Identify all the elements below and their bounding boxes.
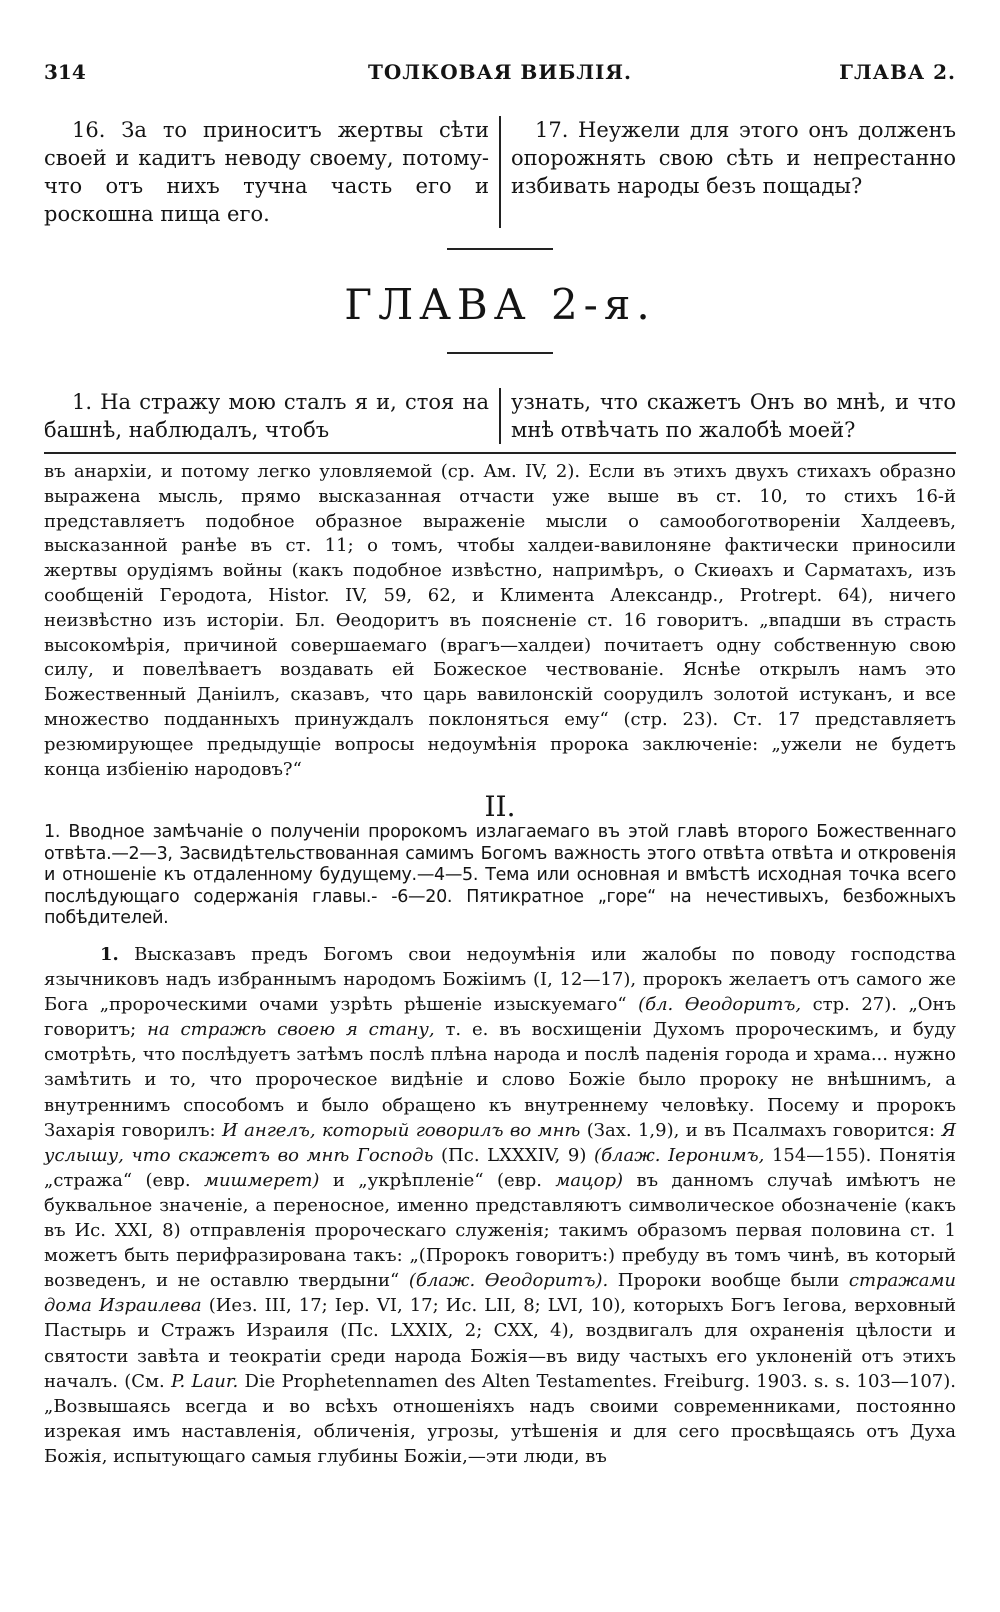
verse-17: 17. Неужели для этого онъ долженъ опорожнять свою сѣть и непрестанно избивать народы безъ пощады? <box>499 116 956 228</box>
chapter-title: ГЛАВА 2-я. <box>344 280 656 329</box>
paragraph-number: 1. <box>100 944 119 965</box>
main-commentary: 1. Высказавъ предъ Богомъ свои недоумѣнія или жалобы по поводу господства язычниковъ надъ избраннымъ народомъ Божіимъ (I, 12—17), пророкъ желаетъ отъ самого же Бога „пророческими очами узрѣть рѣшеніе изыскуемаго“ (бл. Ѳеодоритъ, стр. 27). „Онъ говоритъ; на стражѣ своею я стану, т. е. въ восхищеніи Духомъ пророческимъ, и буду смотрѣть, что послѣдуетъ затѣмъ послѣ плѣна народа и послѣ паденія города и храма... нужно замѣтить и то, что пророческое видѣніе и слово Божіе было пророку не внѣшнимъ, а внутреннимъ способомъ и было обращено къ внутреннему человѣку. Посему и пророкъ Захарія говорилъ: И ангелъ, который говорилъ во мнѣ (Зах. 1,9), и въ Псалмахъ говорится: Я услышу, что скажетъ во мнѣ Господь (Пс. LXXXIV, 9) (блаж. Іеронимъ, 154—155). Понятія „стража“ (евр. мишмерет) и „укрѣпленіе“ (евр. мацор) въ данномъ случаѣ имѣютъ не буквальное значеніе, а переносное, именно представляютъ символическое обозначеніе (какъ въ Ис. XXI, 8) отправленія пророческаго служенія; такимъ образомъ первая половина ст. 1 можетъ быть перифразирована такъ: „(Пророкъ говоритъ:) пребуду въ томъ чинѣ, въ который возведенъ, и не оставлю твердыни“ (блаж. Ѳеодоритъ). Пророки вообще были стражами дома Израилева (Иез. III, 17; Іер. VI, 17; Ис. LII, 8; LVI, 10), которыхъ Богъ Іегова, верховный Пастырь и Стражъ Израиля (Пс. LXXIX, 2; CXX, 4), воздвигалъ для охраненія цѣлости и святости завѣта и теократіи среди народа Божія—въ виду частыхъ его уклоненій отъ этихъ началъ. (См. P. Laur. Die Prophetennamen des Alten Testamentes. Freiburg. 1903. s. s. 103—107). „Возвышаясь всегда и во всѣхъ отношеніяхъ надъ своими современниками, постоянно изрекая имъ наставленія, обличенія, угрозы, утѣшенія и для сего просвѣщаясь отъ Духа Божія, испытующаго самыя глубины Божіи,—эти люди, въ <box>44 944 957 1467</box>
citation: (блаж. Ѳеодоритъ). <box>408 1270 609 1292</box>
quote: на стражѣ своею я стану, <box>147 1019 435 1041</box>
section-summary: 1. Вводное замѣчаніе о полученіи пророкомъ излагаемаго въ этой главѣ второго Божественнаго отвѣта.—2—3, Засвидѣтельствованная самимъ Богомъ важность этого отвѣта отвѣта и откровенія и отношеніе къ отдаленному будущему.—4—5. Тема или основная и вмѣстѣ исходная точка всего послѣдующаго содержанія главы.- -6—20. Пятикратное „горе“ на нечестивыхъ, безбожныхъ побѣдителей. <box>44 822 956 928</box>
citation: (бл. Ѳеодоритъ, <box>638 994 802 1016</box>
verse-16: 16. За то приноситъ жертвы сѣти своей и кадитъ неводу своему, потому-что отъ нихъ тучна часть его и роскошна пища его. <box>44 118 489 226</box>
quote: Я услышу, что скажетъ во мнѣ Господь <box>44 1119 957 1166</box>
hebrew-term: мацор) <box>555 1169 624 1191</box>
verses-block-top <box>44 116 956 228</box>
author-name: P. Laur. <box>171 1370 239 1392</box>
section-numeral: II. <box>484 790 516 823</box>
page-number: 314 <box>44 60 86 84</box>
citation: (блаж. Іеронимъ, <box>594 1144 765 1166</box>
book-title: ТОЛКОВАЯ ВИБЛІЯ. <box>368 60 632 84</box>
commentary-text: въ анархіи, и потому легко уловляемой (ср. Ам. IV, 2). Если въ этихъ двухъ стихахъ образно выражена мысль, прямо высказанная отчасти уже выше въ ст. 10, то стихъ 16-й представляетъ подобное образное выраженіе мысли о самообоготвореніи Халдеевъ, высказанной ранѣе въ ст. 11; о томъ, чтобы халдеи-вавилоняне фактически приносили жертвы орудіямъ войны (какъ подобное извѣстно, напримѣръ, о Скиѳахъ и Сарматахъ, изъ сообщеній Геродота, Histor. IV, 59, 62, и Климента Александр., Protrept. 64), ничего неизвѣстно изъ исторіи. Бл. Ѳеодоритъ въ поясненіе ст. 16 говоритъ. „впадши въ страсть высокомѣрія, причиной совершаемаго (врагъ—халдеи) почитаетъ одну собственную свою силу, и повелѣваетъ воздавать ей Божеское чествованіе. Яснѣе открылъ намъ это Божественный Даніилъ, сказавъ, что царь вавилонскій соорудилъ золотой истуканъ, и все множество подданныхъ принуждалъ поклоняться ему“ (стр. 23). Ст. 17 представляетъ резюмирующее предыдущіе вопросы недоумѣнія пророка заключеніе: „ужели не будетъ конца избіенію народовъ?“ <box>44 461 956 780</box>
divider-rule-lower <box>447 352 553 354</box>
hebrew-term: мишмерет) <box>204 1169 320 1191</box>
quote: стражами дома Израилева <box>44 1270 956 1317</box>
verses-block-chapter-2 <box>44 388 956 444</box>
running-header <box>44 60 956 90</box>
chapter-label: ГЛАВА 2. <box>839 60 956 84</box>
verses-separator-line <box>44 452 956 454</box>
verse-1-end: узнать, что скажетъ Онъ во мнѣ, и что мнѣ отвѣчать по жалобѣ моей? <box>499 388 956 444</box>
verse-1-start: 1. На стражу мою сталъ я и, стоя на башнѣ, наблюдалъ, чтобъ <box>44 390 489 442</box>
quote: И ангелъ, который говорилъ во мнѣ <box>222 1119 581 1141</box>
divider-rule-upper <box>447 248 553 250</box>
